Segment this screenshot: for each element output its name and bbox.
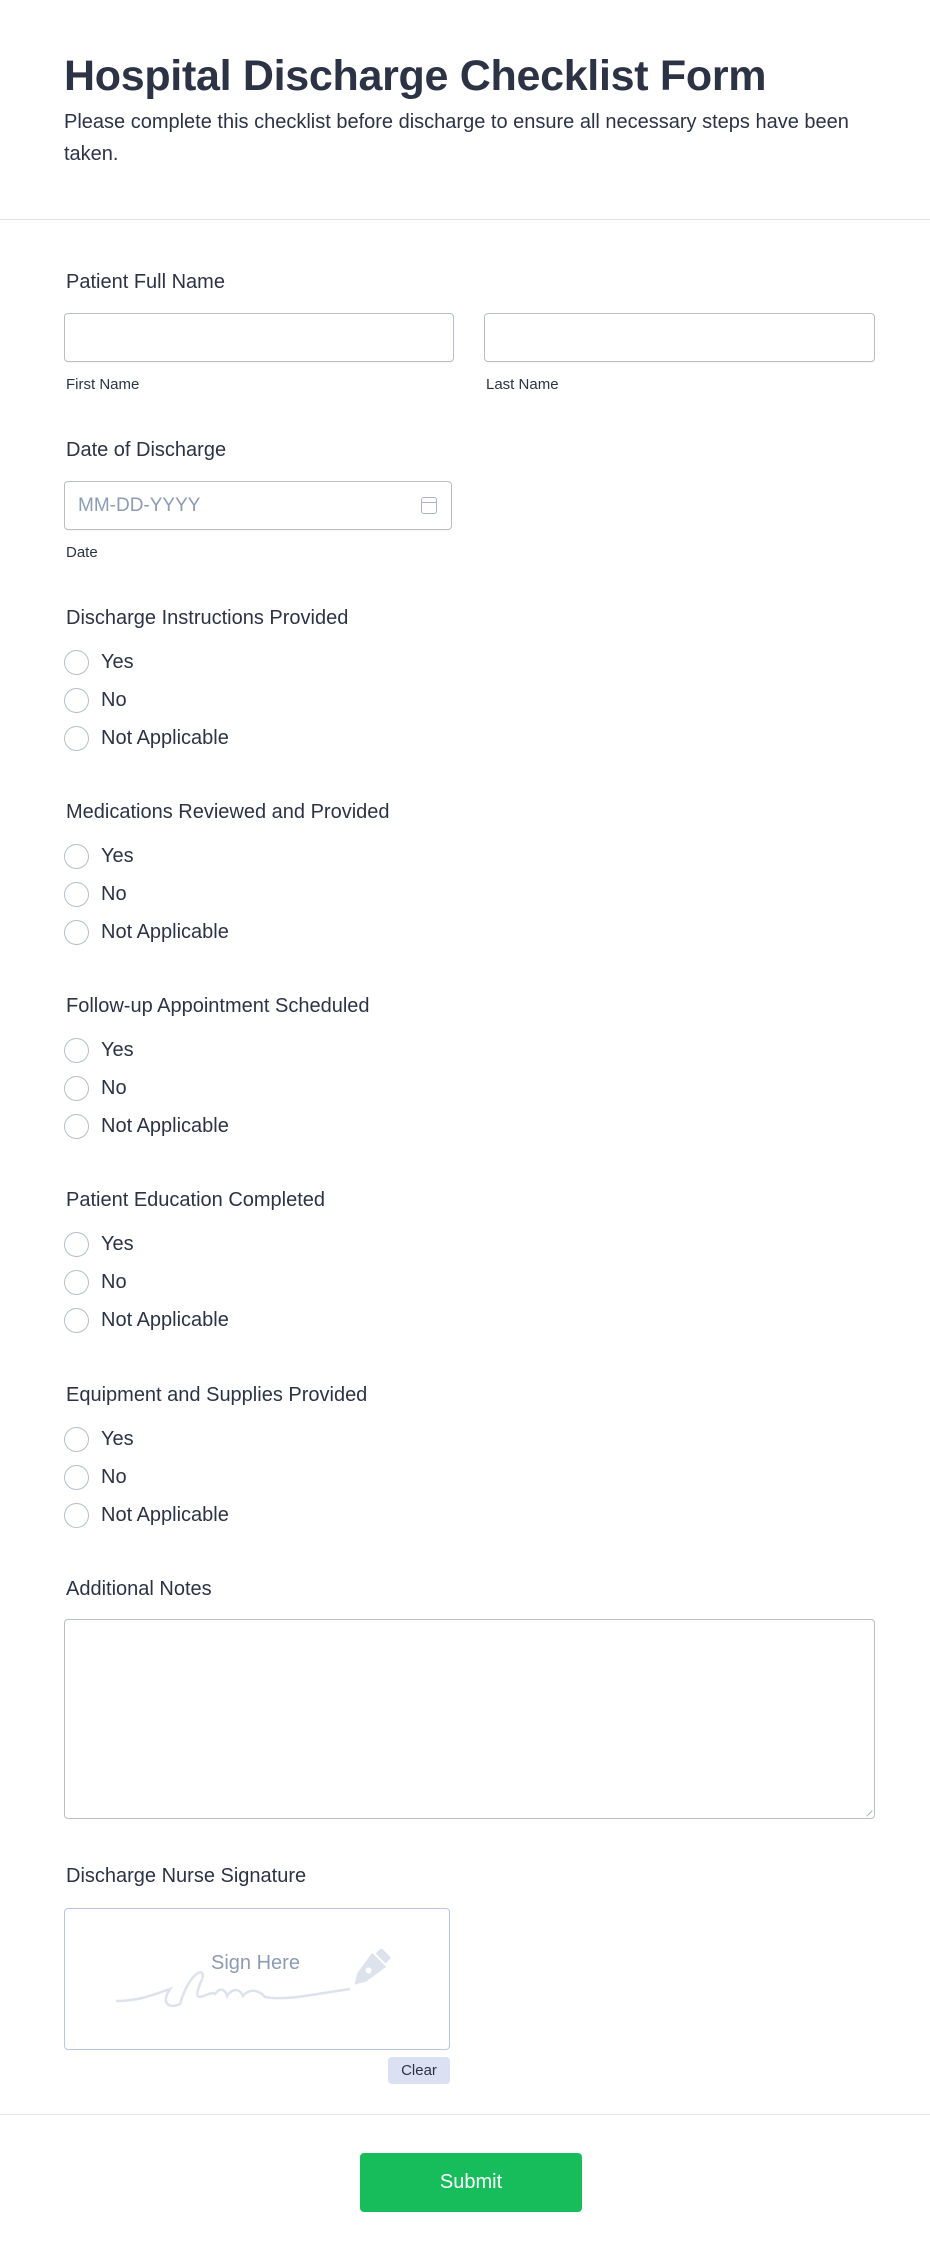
- radio-button[interactable]: [64, 1114, 89, 1139]
- radio-button[interactable]: [64, 1503, 89, 1528]
- last-name-sublabel: Last Name: [486, 376, 559, 393]
- form-header: [0, 0, 930, 220]
- page-subtitle: Please complete this checklist before discharge to ensure all necessary steps have been taken.: [64, 111, 849, 165]
- last-name-input[interactable]: [484, 313, 875, 362]
- clear-signature-button[interactable]: Clear: [388, 2057, 450, 2084]
- radio-option-yes[interactable]: Yes: [64, 841, 134, 871]
- radio-option-not-applicable[interactable]: Not Applicable: [64, 723, 229, 753]
- signature-scribble-icon: [115, 1949, 405, 2029]
- radio-option-not-applicable[interactable]: Not Applicable: [64, 917, 229, 947]
- question-label: Medications Reviewed and Provided: [66, 801, 390, 823]
- signature-label: Discharge Nurse Signature: [66, 1865, 307, 1887]
- radio-button[interactable]: [64, 1465, 89, 1490]
- radio-option-no[interactable]: No: [64, 1073, 127, 1103]
- pen-nib-icon: [347, 1949, 393, 1992]
- radio-option-not-applicable[interactable]: Not Applicable: [64, 1305, 229, 1335]
- radio-option-no[interactable]: No: [64, 685, 127, 715]
- radio-button[interactable]: [64, 1076, 89, 1101]
- radio-option-yes[interactable]: Yes: [64, 1229, 134, 1259]
- radio-option-no[interactable]: No: [64, 1462, 127, 1492]
- question-label: Follow-up Appointment Scheduled: [66, 995, 370, 1017]
- radio-button[interactable]: [64, 1308, 89, 1333]
- radio-option-yes[interactable]: Yes: [64, 647, 134, 677]
- discharge-date-input[interactable]: [64, 481, 452, 530]
- date-placeholder: MM-DD-YYYY: [78, 495, 201, 516]
- first-name-input[interactable]: [64, 313, 454, 362]
- page-title: Hospital Discharge Checklist Form: [64, 52, 767, 100]
- radio-button[interactable]: [64, 844, 89, 869]
- radio-button[interactable]: [64, 920, 89, 945]
- additional-notes-textarea[interactable]: [64, 1619, 875, 1819]
- first-name-sublabel: First Name: [66, 376, 140, 393]
- radio-button[interactable]: [64, 1232, 89, 1257]
- radio-option-not-applicable[interactable]: Not Applicable: [64, 1500, 229, 1530]
- radio-option-no[interactable]: No: [64, 1267, 127, 1297]
- radio-button[interactable]: [64, 726, 89, 751]
- sign-here-placeholder: Sign Here: [211, 1952, 300, 1974]
- resize-handle-icon[interactable]: [861, 1805, 872, 1816]
- additional-notes-label: Additional Notes: [66, 1578, 212, 1600]
- radio-button[interactable]: [64, 1427, 89, 1452]
- signature-pad[interactable]: [64, 1908, 450, 2050]
- date-sublabel: Date: [66, 544, 98, 561]
- question-label: Patient Education Completed: [66, 1189, 326, 1211]
- radio-button[interactable]: [64, 650, 89, 675]
- radio-option-yes[interactable]: Yes: [64, 1035, 134, 1065]
- radio-button[interactable]: [64, 688, 89, 713]
- radio-option-not-applicable[interactable]: Not Applicable: [64, 1111, 229, 1141]
- radio-option-no[interactable]: No: [64, 879, 127, 909]
- radio-button[interactable]: [64, 1038, 89, 1063]
- discharge-date-label: Date of Discharge: [66, 439, 227, 461]
- submit-button[interactable]: Submit: [360, 2153, 582, 2212]
- calendar-icon[interactable]: [421, 497, 437, 514]
- radio-option-yes[interactable]: Yes: [64, 1424, 134, 1454]
- radio-button[interactable]: [64, 1270, 89, 1295]
- radio-button[interactable]: [64, 882, 89, 907]
- question-label: Discharge Instructions Provided: [66, 607, 349, 629]
- footer-divider: [0, 2114, 930, 2115]
- patient-name-label: Patient Full Name: [66, 271, 225, 293]
- question-label: Equipment and Supplies Provided: [66, 1384, 368, 1406]
